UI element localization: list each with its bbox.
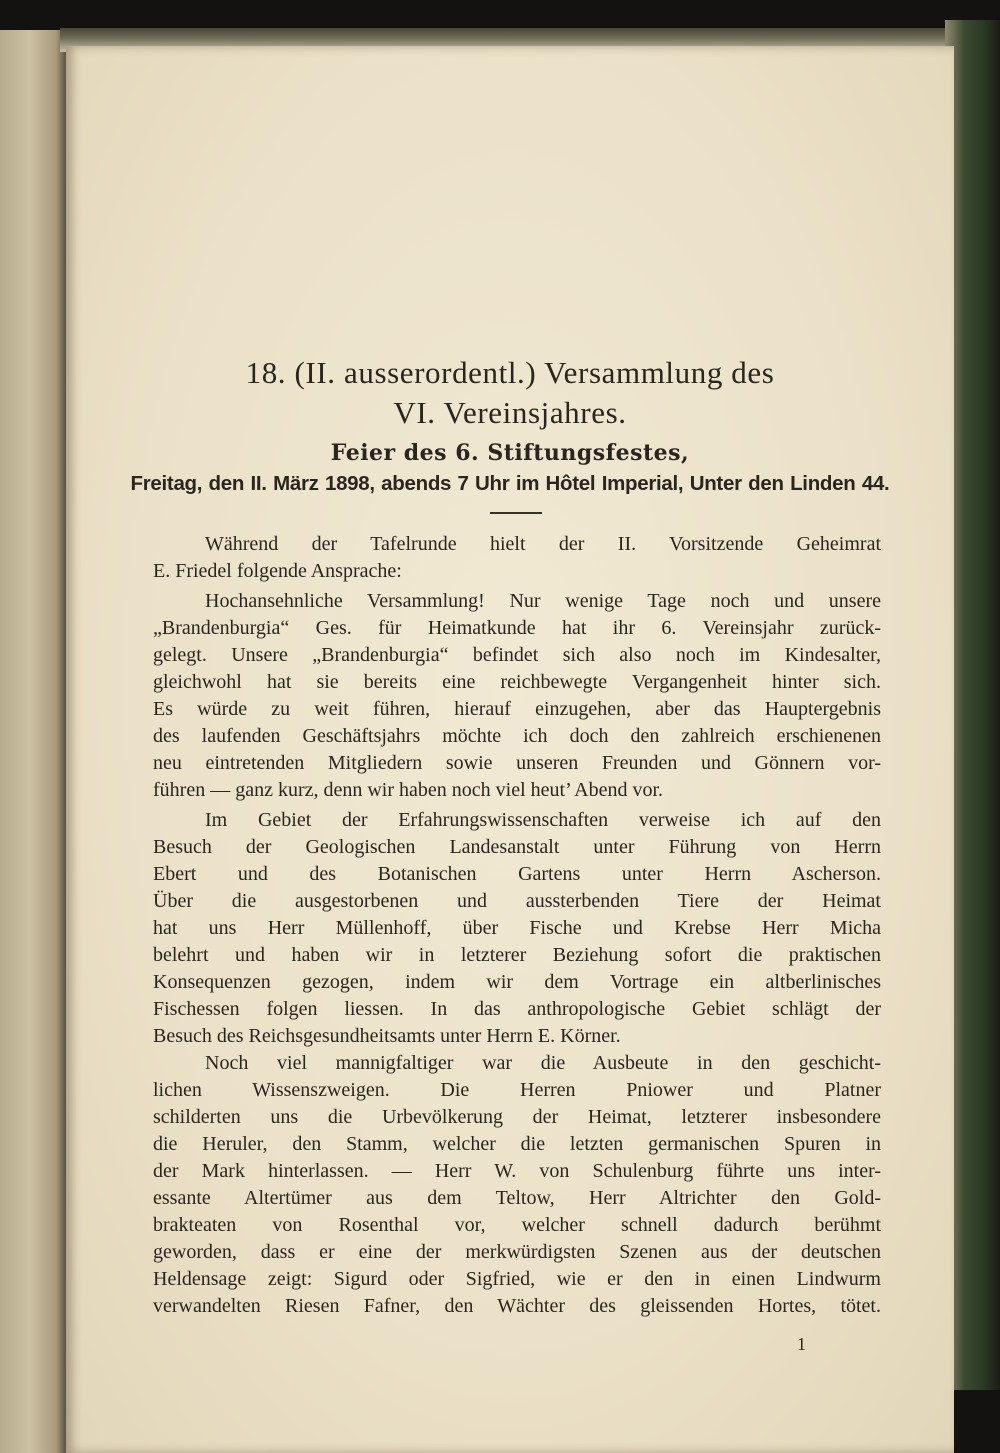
text-line: belehrt und haben wir in letzterer Beziehung sofort die praktischen — [153, 944, 881, 966]
text-line: E. Friedel folgende Ansprache: — [153, 560, 402, 582]
text-line: Es würde zu weit führen, hierauf einzugehen, aber das Hauptergebnis — [153, 698, 881, 720]
text-line: Im Gebiet der Erfahrungswissenschaften verweise ich auf den — [205, 809, 881, 831]
text-line: der Mark hinterlassen. — Herr W. von Schulenburg führte uns inter- — [153, 1160, 881, 1182]
text-line: führen — ganz kurz, denn wir haben noch viel heut’ Abend vor. — [153, 779, 664, 801]
text-line: Konsequenzen gezogen, indem wir dem Vortrage ein altberlinisches — [153, 971, 881, 993]
text-line: Fischessen folgen liessen. In das anthropologische Gebiet schlägt der — [153, 998, 881, 1020]
text-line: essante Altertümer aus dem Teltow, Herr Altrichter den Gold- — [153, 1187, 881, 1209]
body-text — [153, 531, 881, 1320]
text-line: schilderten uns die Urbevölkerung der Heimat, letzterer insbesondere — [153, 1106, 881, 1128]
text-line: Besuch des Reichsgesundheitsamts unter Herrn E. Körner. — [153, 1025, 621, 1047]
text-line: Hochansehnliche Versammlung! Nur wenige Tage noch und unsere — [205, 590, 881, 612]
text-line: brakteaten von Rosenthal vor, welcher schnell dadurch berühmt — [153, 1214, 881, 1236]
heading-date-place: Freitag, den II. März 1898, abends 7 Uhr im Hôtel Imperial, Unter den Linden 44. — [130, 472, 890, 495]
text-line: hat uns Herr Müllenhoff, über Fische und Krebse Herr Micha — [153, 917, 881, 939]
text-line: Besuch der Geologischen Landesanstalt unter Führung von Herrn — [153, 836, 881, 858]
page-number: 1 — [797, 1334, 806, 1354]
heading-title-line-2: VI. Vereinsjahres. — [393, 395, 627, 430]
heading-subtitle: Feier des 6. Stiftungsfestes, — [330, 440, 690, 466]
text-line: neu eintretenden Mitgliedern sowie unseren Freunden und Gönnern vor- — [153, 752, 881, 774]
heading-block — [66, 354, 954, 496]
text-line: Heldensage zeigt: Sigurd oder Sigfried, wie er den in einen Lindwurm — [153, 1268, 881, 1290]
text-line: gleichwohl hat sie bereits eine reichbewegte Vergangenheit hinter sich. — [153, 671, 881, 693]
text-line: „Brandenburgia“ Ges. für Heimatkunde hat ihr 6. Vereinsjahr zurück- — [153, 617, 881, 639]
left-page-edge — [0, 30, 66, 1453]
text-line: die Heruler, den Stamm, welcher die letzten germanischen Spuren in — [153, 1133, 881, 1155]
text-line: des laufenden Geschäftsjahrs möchte ich doch den zahlreich erschienenen — [153, 725, 881, 747]
text-line: gelegt. Unsere „Brandenburgia“ befindet sich also noch im Kindesalter, — [153, 644, 881, 666]
heading-title-line-1: 18. (II. ausserordentl.) Versammlung des — [245, 355, 775, 390]
text-line: Während der Tafelrunde hielt der II. Vorsitzende Geheimrat — [205, 533, 881, 555]
separator-rule — [490, 512, 542, 514]
text-line: verwandelten Riesen Fafner, den Wächter des gleissenden Hortes, tötet. — [153, 1295, 881, 1317]
text-line: Über die ausgestorbenen und aussterbenden Tiere der Heimat — [153, 890, 881, 912]
text-line: geworden, dass er eine der merkwürdigsten Szenen aus der deutschen — [153, 1241, 881, 1263]
text-line: Noch viel mannigfaltiger war die Ausbeute in den geschicht- — [205, 1052, 881, 1074]
text-line: Ebert und des Botanischen Gartens unter Herrn Ascherson. — [153, 863, 881, 885]
text-line: lichen Wissenszweigen. Die Herren Pniower und Platner — [153, 1079, 881, 1101]
